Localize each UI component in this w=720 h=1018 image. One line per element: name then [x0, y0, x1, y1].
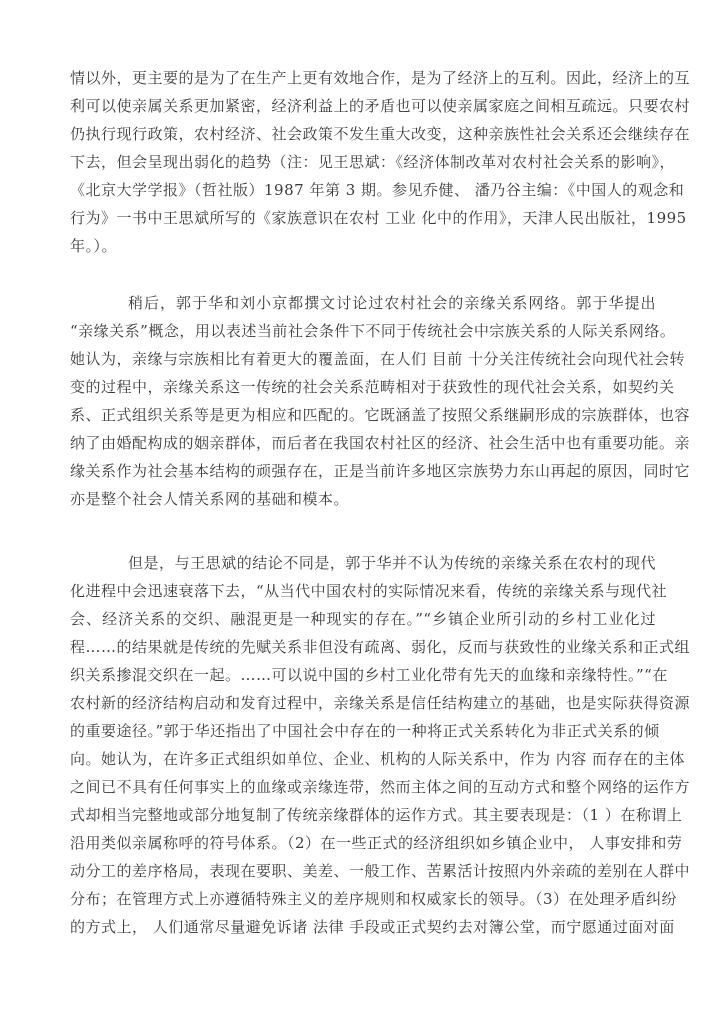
text-line: 稍后，郭于华和刘小京都撰文讨论过农村社会的亲缘关系网络。郭于华提出	[128, 294, 656, 312]
text-line: 分布；在管理方式上亦遵循特殊主义的差序规则和权威家长的领导。（3）在处理矛盾纠纷	[70, 890, 678, 908]
paragraph-1	[70, 64, 691, 260]
text-line: 下去，但会呈现出弱化的趋势（注：见王思斌：《经济体制改革对农村社会关系的影响》，	[70, 153, 676, 171]
text-line: 仍执行现行政策，农村经济、社会政策不发生重大改变，这种亲族性社会关系还会继续存在	[70, 125, 691, 143]
text-line: 纳了由婚配构成的姻亲群体，而后者在我国农村社区的经济、社会生活中也有重要功能。亲	[70, 434, 691, 452]
text-line: 农村新的经济结构启动和发育过程中，亲缘关系是信任结构建立的基础，也是实际获得资源	[70, 694, 691, 712]
text-line: 织关系掺混交织在一起。……可以说中国的乡村工业化带有先天的血缘和亲缘特性。”“在	[70, 666, 668, 684]
text-line: 程……的结果就是传统的先赋关系非但没有疏离、弱化，反而与获致性的业缘关系和正式组	[70, 638, 691, 656]
text-line: 但是，与王思斌的结论不同是，郭于华并不认为传统的亲缘关系在农村的现代	[128, 554, 656, 572]
text-line: 式却相当完整地或部分地复制了传统亲缘群体的运作方式。其主要表现是：（1 ）在称谓上	[70, 806, 683, 824]
text-line: 之间已不具有任何事实上的血缘或亲缘连带，然而主体之间的互动方式和整个网络的运作方	[70, 778, 691, 796]
text-line: 的方式上， 人们通常尽量避免诉诸 法律 手段或正式契约去对簿公堂，而宁愿通过面对面	[70, 918, 675, 936]
text-line: 的重要途径。”郭于华还指出了中国社会中存在的一种将正式关系转化为非正式关系的倾	[70, 722, 660, 740]
text-line: 动分工的差序格局，表现在要职、美差、一般工作、苦累活计按照内外亲疏的差别在人群中	[70, 862, 691, 880]
text-line: 会、经济关系的交织、融混更是一种现实的存在。”“乡镇企业所引动的乡村工业化过	[70, 610, 656, 628]
text-line: 她认为，亲缘与宗族相比有着更大的覆盖面，在人们 目前 十分关注传统社会向现代社会转	[70, 350, 686, 368]
text-line: 向。她认为，在许多正式组织如单位、企业、机构的人际关系中，作为 内容 而存在的主体	[70, 750, 686, 768]
text-line: 利可以使亲属关系更加紧密，经济利益上的矛盾也可以使亲属家庭之间相互疏远。只要农村	[70, 97, 691, 115]
text-line: 变的过程中，亲缘关系这一传统的社会关系范畴相对于获致性的现代社会关系，如契约关	[70, 378, 675, 396]
text-line: 《北京大学学报》（哲社版）1987 年第 3 期。参见乔健、 潘乃谷主编：《中国人的观念和	[70, 181, 685, 199]
text-line: 情以外，更主要的是为了在生产上更有效地合作，是为了经济上的互利。因此，经济上的互	[70, 69, 691, 87]
text-line: 行为》一书中王思斌所写的《家族意识在农村 工业 化中的作用》，天津人民出版社，1995	[70, 209, 687, 227]
text-line: 亦是整个社会人情关系网的基础和模本。	[70, 490, 350, 508]
text-line: 缘关系作为社会基本结构的顽强存在，正是当前许多地区宗族势力东山再起的原因，同时它	[70, 462, 691, 480]
paragraph-2	[70, 289, 691, 513]
text-line: 化进程中会迅速衰落下去，“从当代中国农村的实际情况来看，传统的亲缘关系与现代社	[70, 582, 668, 600]
paragraph-3	[70, 549, 691, 941]
text-line: “亲缘关系”概念，用以表述当前社会条件下不同于传统社会中宗族关系的人际关系网络。	[70, 322, 676, 340]
text-line: 年。）。	[70, 237, 118, 255]
text-line: 系、正式组织关系等是更为相应和匹配的。它既涵盖了按照父系继嗣形成的宗族群体，也容	[70, 406, 691, 424]
text-line: 沿用类似亲属称呼的符号体系。（2）在一些正式的经济组织如乡镇企业中， 人事安排和劳	[70, 834, 683, 852]
